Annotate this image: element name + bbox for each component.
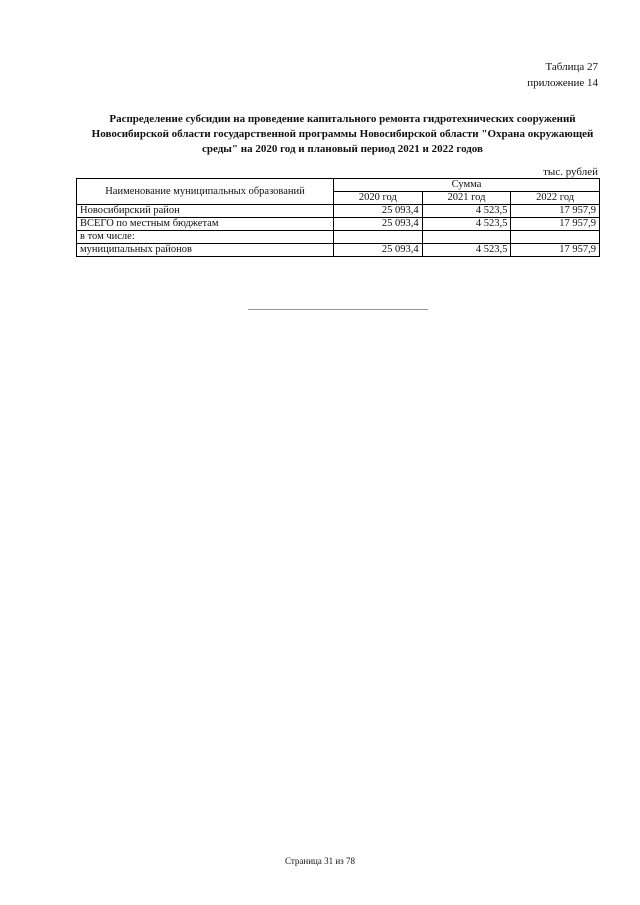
divider-line bbox=[248, 309, 428, 310]
column-header-year: 2020 год bbox=[334, 192, 423, 205]
row-name: муниципальных районов bbox=[77, 244, 334, 257]
row-value: 4 523,5 bbox=[422, 218, 511, 231]
row-value: 4 523,5 bbox=[422, 244, 511, 257]
units-label: тыс. рублей bbox=[543, 166, 598, 178]
table-row bbox=[77, 205, 600, 218]
row-value: 25 093,4 bbox=[334, 244, 423, 257]
row-value: 17 957,9 bbox=[511, 218, 600, 231]
table-number: Таблица 27 bbox=[545, 61, 598, 73]
row-value: 25 093,4 bbox=[334, 218, 423, 231]
row-value: 17 957,9 bbox=[511, 205, 600, 218]
table-row bbox=[77, 244, 600, 257]
document-title: Распределение субсидии на проведение капитального ремонта гидротехнических сооружений Новосибирской области государственной программы Новосибирской области "Охрана окружающей среды" на 2020 год и плановый период 2021 и 2022 годов bbox=[91, 113, 594, 155]
column-header-year: 2022 год bbox=[511, 192, 600, 205]
row-value: 25 093,4 bbox=[334, 205, 423, 218]
column-header-name: Наименование муниципальных образований bbox=[77, 179, 334, 205]
table-header-row bbox=[77, 179, 600, 192]
column-header-year: 2021 год bbox=[422, 192, 511, 205]
row-value bbox=[422, 231, 511, 244]
subsidy-table bbox=[76, 178, 600, 257]
row-value bbox=[511, 231, 600, 244]
row-value: 4 523,5 bbox=[422, 205, 511, 218]
appendix-label: приложение 14 bbox=[527, 77, 598, 89]
table-row bbox=[77, 231, 600, 244]
table-row-total bbox=[77, 218, 600, 231]
row-name: в том числе: bbox=[77, 231, 334, 244]
row-name: ВСЕГО по местным бюджетам bbox=[77, 218, 334, 231]
column-header-sum: Сумма bbox=[334, 179, 600, 192]
page-number: Страница 31 из 78 bbox=[285, 856, 355, 866]
row-name: Новосибирский район bbox=[77, 205, 334, 218]
row-value bbox=[334, 231, 423, 244]
row-value: 17 957,9 bbox=[511, 244, 600, 257]
